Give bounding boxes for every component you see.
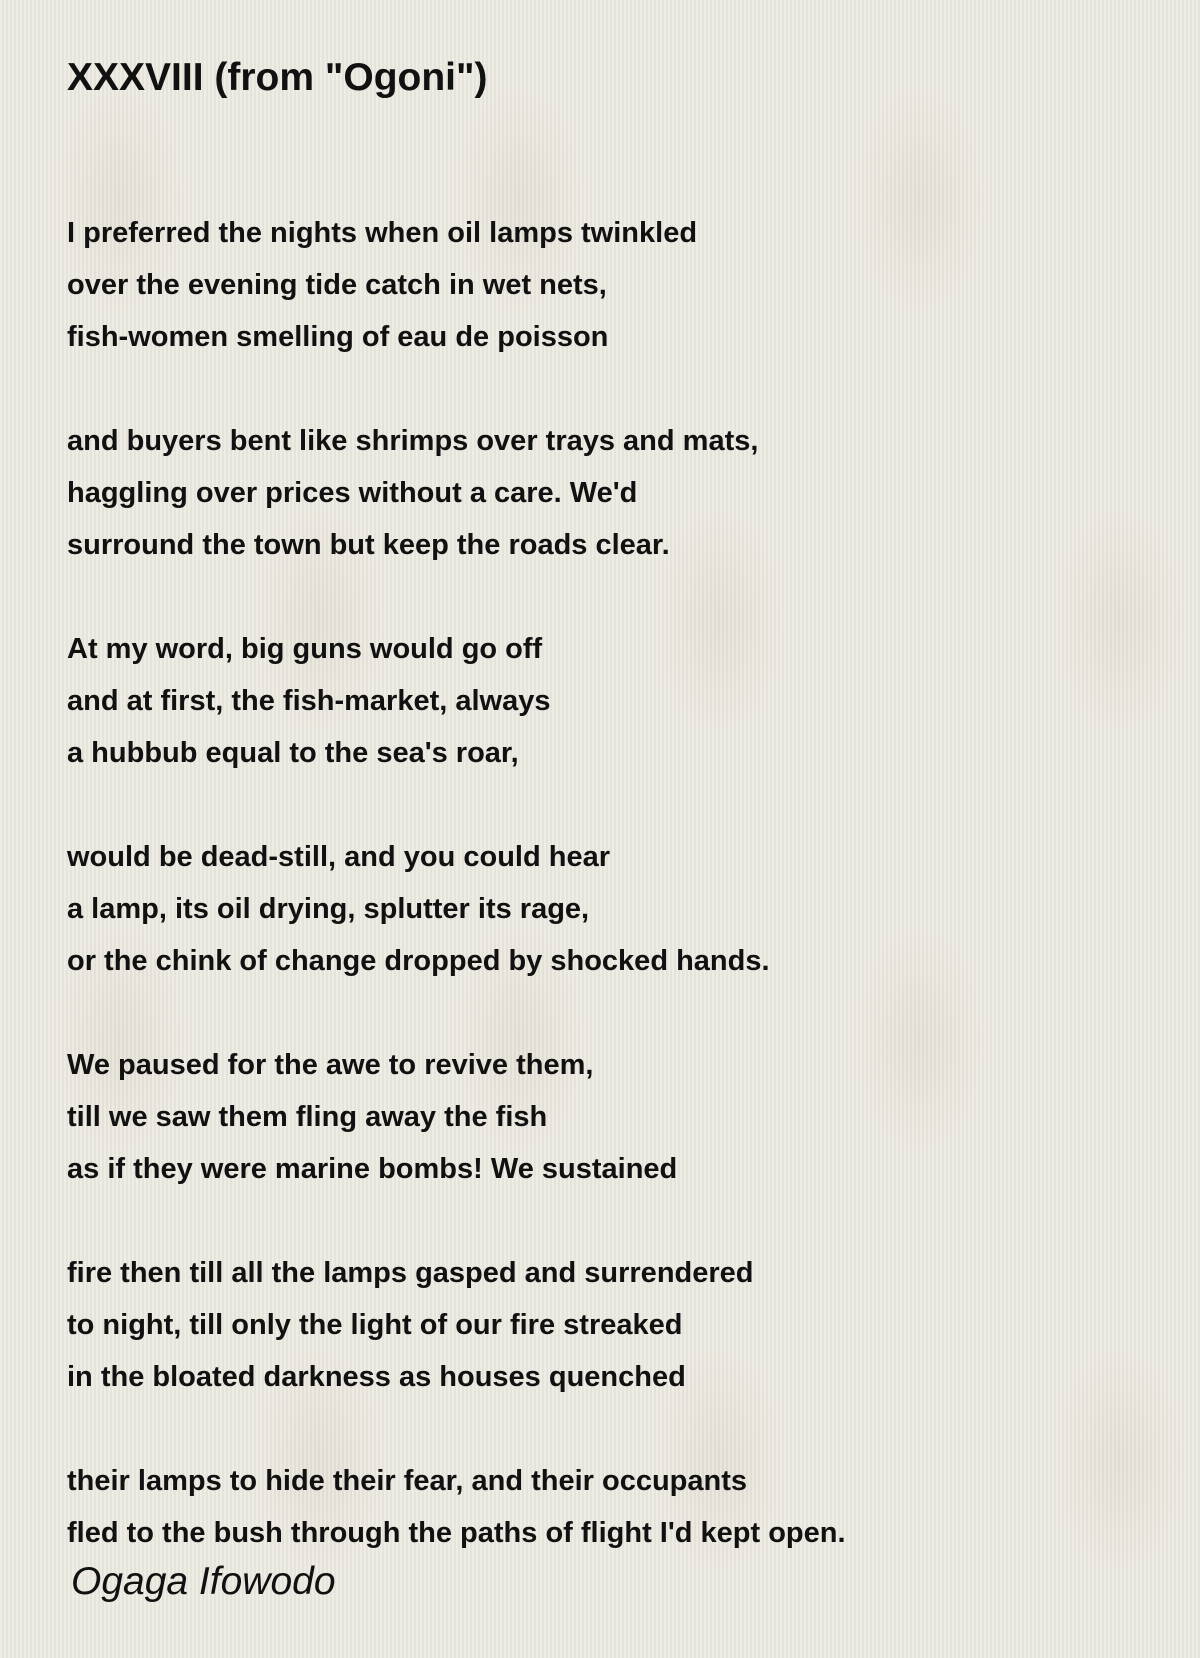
poem-line: over the evening tide catch in wet nets,: [67, 269, 607, 301]
stanza: [67, 1247, 1147, 1403]
poem-line: to night, till only the light of our fire streaked: [67, 1309, 683, 1341]
poem-line: We paused for the awe to revive them,: [67, 1049, 594, 1081]
stanza: [67, 831, 1147, 987]
poem-line: and buyers bent like shrimps over trays and mats,: [67, 425, 759, 457]
poem-body: [67, 207, 1147, 1559]
poem-line: and at first, the fish-market, always: [67, 685, 551, 717]
poem-line: or the chink of change dropped by shocked hands.: [67, 945, 770, 977]
poem-line: their lamps to hide their fear, and their occupants: [67, 1465, 748, 1497]
poem-line: At my word, big guns would go off: [67, 633, 543, 665]
poem-line: in the bloated darkness as houses quenched: [67, 1361, 686, 1393]
stanza: [67, 207, 1147, 363]
poem-container: [67, 52, 1147, 1559]
poem-line: a lamp, its oil drying, splutter its rage,: [67, 893, 590, 925]
poem-author: Ogaga Ifowodo: [71, 1560, 336, 1603]
poem-line: surround the town but keep the roads clear.: [67, 529, 670, 561]
stanza: [67, 1455, 1147, 1559]
poem-title: XXXVIII (from "Ogoni"): [67, 56, 488, 99]
poem-line: fire then till all the lamps gasped and surrendered: [67, 1257, 754, 1289]
poem-line: fled to the bush through the paths of flight I'd kept open.: [67, 1517, 846, 1549]
poem-line: haggling over prices without a care. We'd: [67, 477, 638, 509]
poem-line: as if they were marine bombs! We sustained: [67, 1153, 678, 1185]
stanza: [67, 415, 1147, 571]
poem-line: I preferred the nights when oil lamps twinkled: [67, 217, 698, 249]
poem-line: till we saw them fling away the fish: [67, 1101, 548, 1133]
stanza: [67, 1039, 1147, 1195]
poem-line: fish-women smelling of eau de poisson: [67, 321, 609, 353]
poem-line: a hubbub equal to the sea's roar,: [67, 737, 519, 769]
poem-line: would be dead-still, and you could hear: [67, 841, 610, 873]
stanza: [67, 623, 1147, 779]
